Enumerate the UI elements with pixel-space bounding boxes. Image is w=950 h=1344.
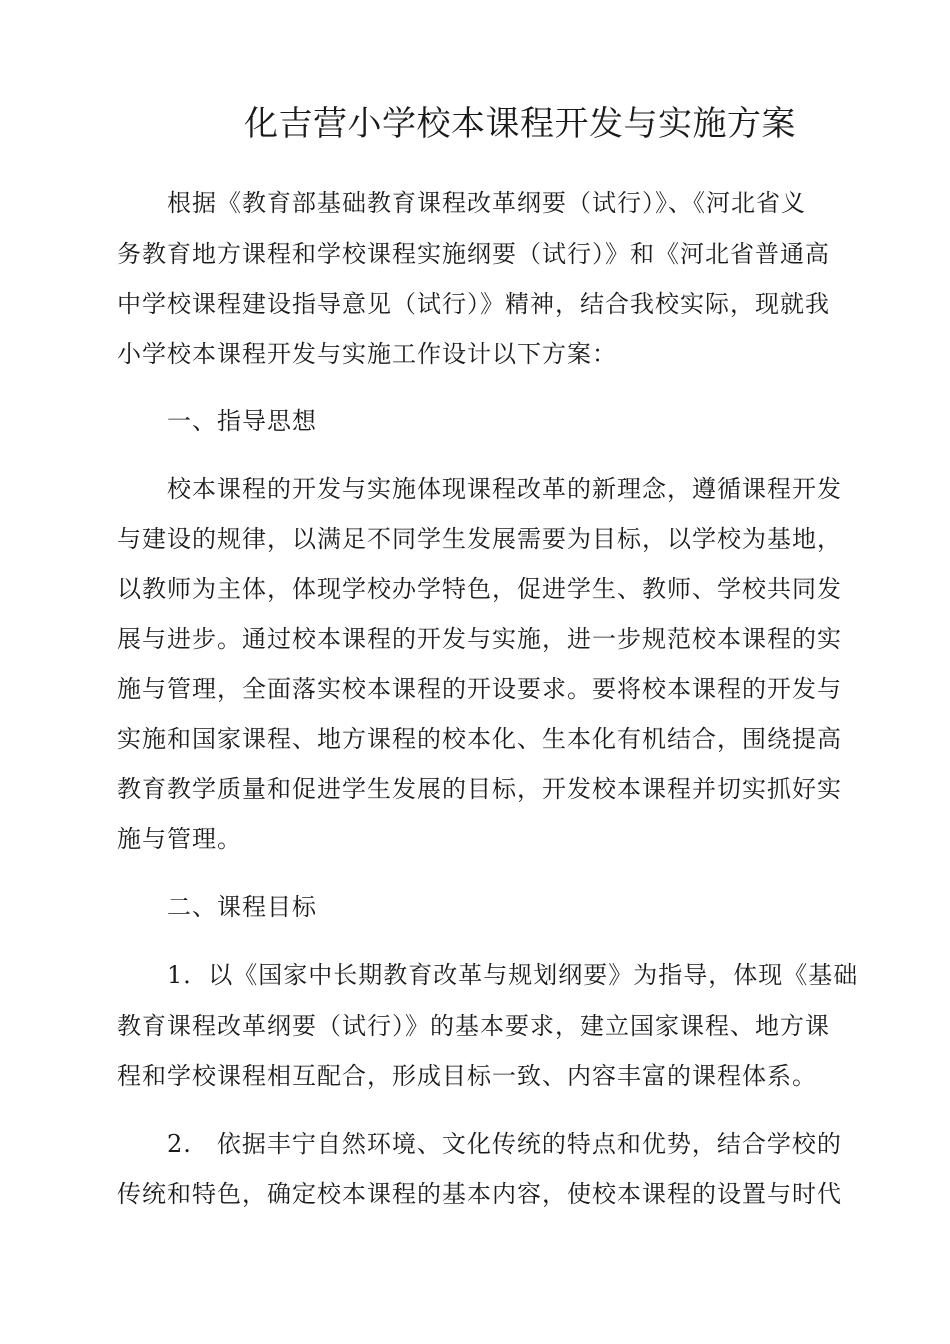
section2-heading: 二、课程目标 — [167, 893, 317, 921]
section2-item1-line-1: 1．以《国家中长期教育改革与规划纲要》为指导，体现《基础 — [167, 961, 859, 989]
section2-item1-line-2: 教育课程改革纲要（试行）》的基本要求，建立国家课程、地方课 — [117, 1012, 830, 1040]
section1-line-8: 施与管理。 — [117, 825, 242, 853]
section2-item1-line-3: 程和学校课程相互配合，形成目标一致、内容丰富的课程体系。 — [117, 1062, 817, 1090]
section2-item2-line-1: 2. 依据丰宁自然环境、文化传统的特点和优势，结合学校的 — [167, 1130, 842, 1158]
section1-line-6: 实施和国家课程、地方课程的校本化、生本化有机结合，围绕提高 — [117, 725, 842, 753]
section1-line-3: 以教师为主体，体现学校办学特色，促进学生、教师、学校共同发 — [117, 575, 842, 603]
intro-line-2: 务教育地方课程和学校课程实施纲要（试行）》和《河北省普通高 — [117, 240, 830, 268]
section1-line-1: 校本课程的开发与实施体现课程改革的新理念，遵循课程开发 — [167, 475, 842, 503]
intro-line-4: 小学校本课程开发与实施工作设计以下方案： — [117, 340, 617, 368]
document-title: 化吉营小学校本课程开发与实施方案 — [244, 104, 796, 144]
section1-line-7: 教育教学质量和促进学生发展的目标，开发校本课程并切实抓好实 — [117, 775, 842, 803]
section1-line-4: 展与进步。通过校本课程的开发与实施，进一步规范校本课程的实 — [117, 625, 842, 653]
section2-item2-line-2: 传统和特色，确定校本课程的基本内容，使校本课程的设置与时代 — [117, 1180, 842, 1208]
intro-line-1: 根据《教育部基础教育课程改革纲要（试行）》、《河北省义 — [167, 189, 806, 217]
intro-line-3: 中学校课程建设指导意见（试行）》精神，结合我校实际，现就我 — [117, 290, 830, 318]
section1-line-2: 与建设的规律，以满足不同学生发展需要为目标，以学校为基地， — [117, 525, 842, 553]
section1-heading: 一、指导思想 — [167, 407, 317, 435]
section1-line-5: 施与管理，全面落实校本课程的开设要求。要将校本课程的开发与 — [117, 675, 842, 703]
